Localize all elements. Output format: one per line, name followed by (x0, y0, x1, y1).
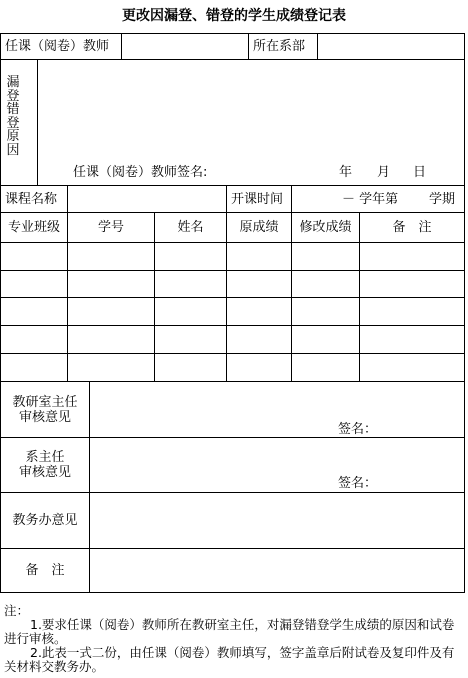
reason-divider (37, 59, 38, 185)
table-cell[interactable] (227, 243, 291, 270)
remarks-label: 备 注 (25, 563, 65, 578)
note-item-1: 1.要求任课（阅卷）教师所在教研室主任，对漏登错登学生成绩的原因和试卷进行审核。 (4, 617, 455, 646)
row1-bottom-line (0, 59, 465, 60)
dept-head-label (1, 438, 89, 492)
table-cell[interactable] (360, 243, 464, 270)
table-cell[interactable] (292, 243, 359, 270)
term-suffix: 学期 (429, 192, 456, 207)
table-cell[interactable] (227, 271, 291, 297)
border-top (0, 33, 465, 34)
row1-divider-2 (248, 33, 249, 59)
notes-section (4, 604, 464, 674)
notes-heading: 注： (4, 603, 30, 618)
note-item-2: 2.此表一式二份，由任课（阅卷）教师填写，签字盖章后附试卷及复印件及有关材料交教务办。 (4, 645, 455, 674)
year-label: 年 (339, 165, 353, 180)
reason-label: 漏登错登原因 (6, 75, 20, 158)
dept-head-label-line1: 系主任 (25, 450, 65, 465)
table-cell[interactable] (1, 354, 67, 381)
course-name-label: 课程名称 (5, 192, 58, 207)
table-cell[interactable] (155, 243, 226, 270)
header-class: 专业班级 (7, 220, 60, 235)
table-cell[interactable] (227, 298, 291, 325)
table-cell[interactable] (68, 326, 154, 353)
course-divider-2 (226, 185, 227, 212)
form-title: 更改因漏登、错登的学生成绩登记表 (122, 8, 346, 24)
table-cell[interactable] (1, 243, 67, 270)
research-head-label-line1: 教研室主任 (12, 394, 78, 410)
dept-head-sign-label: 签名： (338, 476, 378, 491)
table-cell[interactable] (155, 354, 226, 381)
table-cell[interactable] (360, 271, 464, 297)
row1-divider-3 (317, 33, 318, 59)
month-label: 月 (377, 165, 391, 180)
border-bottom (0, 592, 465, 593)
table-cell[interactable] (155, 271, 226, 297)
course-name-field[interactable] (69, 187, 225, 211)
table-cell[interactable] (68, 271, 154, 297)
dept-head-opinion-field[interactable] (91, 439, 463, 475)
day-label: 日 (413, 165, 427, 180)
table-cell[interactable] (292, 298, 359, 325)
table-cell[interactable] (1, 298, 67, 325)
course-divider-1 (67, 185, 68, 212)
reason-field[interactable] (39, 61, 463, 161)
reason-bottom-line (0, 185, 465, 186)
research-head-sign-label: 签名： (338, 422, 378, 437)
table-cell[interactable] (155, 326, 226, 353)
table-cell[interactable] (292, 326, 359, 353)
table-cell[interactable] (227, 326, 291, 353)
header-modified-score: 修改成绩 (299, 220, 352, 235)
term-text: － 学年第 (342, 192, 399, 207)
course-divider-3 (291, 185, 292, 212)
teacher-label: 任课（阅卷）教师 (5, 39, 110, 54)
table-cell[interactable] (1, 271, 67, 297)
header-name: 姓名 (177, 220, 204, 235)
table-cell[interactable] (155, 298, 226, 325)
teacher-signature-label: 任课（阅卷）教师签名: (73, 165, 208, 180)
table-cell[interactable] (360, 326, 464, 353)
row1-divider-1 (121, 33, 122, 59)
teacher-field[interactable] (123, 35, 247, 58)
academic-office-opinion-field[interactable] (91, 494, 463, 547)
table-cell[interactable] (292, 271, 359, 297)
table-cell[interactable] (227, 354, 291, 381)
table-cell[interactable] (68, 298, 154, 325)
dept-head-label-line2: 审核意见 (18, 465, 71, 480)
approval-divider (89, 381, 90, 592)
academic-office-label: 教务办意见 (12, 513, 78, 528)
department-label: 所在系部 (253, 39, 306, 54)
table-cell[interactable] (360, 354, 464, 381)
department-field[interactable] (319, 35, 463, 58)
research-head-opinion-field[interactable] (91, 383, 463, 421)
research-head-label-line2: 审核意见 (18, 409, 71, 425)
table-cell[interactable] (68, 354, 154, 381)
course-time-label: 开课时间 (231, 192, 284, 207)
remarks-field[interactable] (91, 550, 463, 591)
table-cell[interactable] (1, 326, 67, 353)
header-original-score: 原成绩 (239, 220, 279, 235)
border-right (464, 33, 465, 593)
table-cell[interactable] (68, 243, 154, 270)
table-cell[interactable] (292, 354, 359, 381)
header-student-id: 学号 (97, 220, 124, 235)
research-head-label (1, 382, 89, 437)
header-remarks: 备 注 (392, 220, 432, 235)
table-cell[interactable] (360, 298, 464, 325)
